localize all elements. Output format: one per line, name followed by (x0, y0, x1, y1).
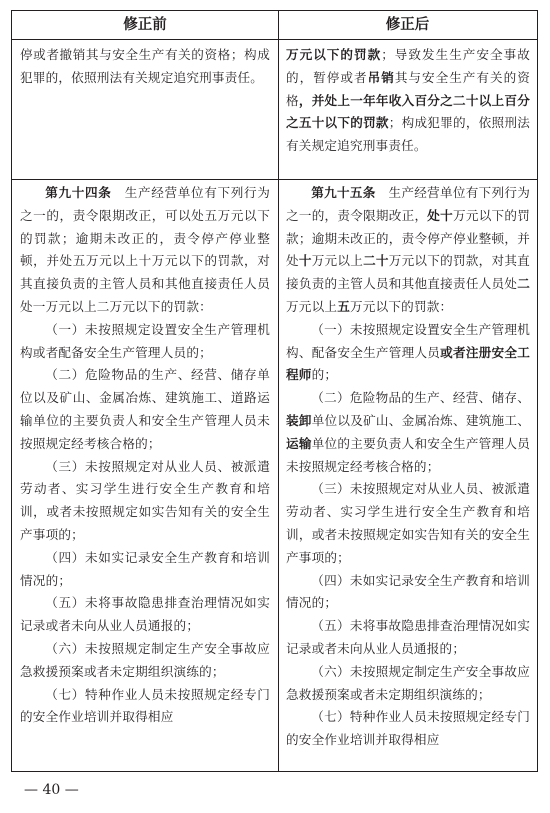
paragraph (20, 547, 270, 593)
paragraph (20, 44, 270, 90)
text-run: （二）危险物品的生产、经营、储存、 (311, 390, 530, 406)
row-divider (12, 179, 537, 180)
text-run: （七）特种作业人员未按照规定经专门的安全作业培训并取得相应 (286, 709, 530, 748)
text-run: （一）未按照规定设置安全生产管理机构或者配备安全生产管理人员的； (20, 321, 270, 360)
amended-text: 万元以下的罚款 (286, 47, 382, 62)
paragraph (20, 364, 270, 455)
amended-text: 第九十四条 (45, 185, 112, 200)
paragraph (286, 661, 530, 707)
text-run: 万元以下的罚款： (349, 298, 453, 314)
amended-text: 二十 (363, 253, 389, 269)
header-before: 修正前 (123, 17, 167, 33)
header-after: 修正后 (385, 17, 430, 33)
amended-text: 运输 (286, 435, 312, 451)
text-run: 万元以下的罚款；逾期未改正的，责令停产停业整顿，并处 (286, 207, 531, 269)
text-run: 其与安全生产有关的资格 (286, 69, 531, 108)
text-run: 万元以上 (311, 253, 364, 269)
text-run: （三）未按照规定对从业人员、被派遣劳动者、实习学生进行安全生产教育和培训，或者未按照规定如实告知有关的安全生产事项的； (20, 458, 270, 542)
text-run: （五）未将事故隐患排查治理情况如实记录或者未向从业人员通报的； (286, 618, 530, 656)
text-run: 的； (311, 367, 338, 383)
paragraph (286, 44, 530, 158)
text-run: （四）未如实记录安全生产教育和培训情况的； (286, 572, 530, 611)
text-run: （四）未如实记录安全生产教育和培训情况的； (20, 549, 270, 588)
amended-text: ，并处上一年年收入百分之二十以上百分之五十以下的罚款 (286, 92, 531, 131)
paragraph (20, 684, 270, 730)
amended-text: 吊销 (367, 69, 395, 85)
paragraph (286, 319, 530, 387)
paragraph (20, 319, 270, 365)
paragraph (286, 706, 530, 752)
text-run: （一）未按照规定设置安全生产管理机构、配备安全生产管理人员 (286, 321, 530, 360)
row2-before-cell (20, 182, 270, 729)
amended-text: 或者注册安全工程师 (286, 344, 530, 383)
text-run: （五）未将事故隐患排查治理情况如实记录或者未向从业人员通报的； (20, 595, 270, 634)
comparison-table (11, 10, 538, 772)
column-divider (278, 11, 279, 771)
header-divider (12, 39, 537, 40)
amended-text: 第九十五条 (311, 185, 376, 200)
text-run: 单位的主要负责人和安全生产管理人员未按照规定经考核合格的； (286, 435, 531, 474)
text-run: 单位以及矿山、金属冶炼、建筑施工、 (311, 412, 531, 428)
paragraph (20, 456, 270, 547)
amended-text: 二 (517, 276, 530, 292)
text-run: （六）未按照规定制定生产安全事故应急救援预案或者未定期组织演练的； (286, 663, 530, 702)
row1-before-cell (20, 44, 270, 90)
amended-text: 处十 (427, 207, 453, 223)
paragraph (286, 570, 530, 616)
paragraph (20, 182, 270, 319)
amended-text: 十 (298, 253, 312, 269)
paragraph (286, 615, 530, 661)
text-run: 停或者撤销其与安全生产有关的资格；构成犯罪的，依照刑法有关规定追究刑事责任。 (20, 47, 270, 85)
row1-after-cell (286, 44, 530, 158)
text-run: ；导致发生生产安全事故的，暂停或者 (286, 47, 530, 85)
text-run: （七）特种作业人员未按照规定经专门的安全作业培训并取得相应 (20, 686, 270, 725)
paragraph (286, 387, 530, 478)
paragraph (286, 182, 530, 319)
text-run: （二）危险物品的生产、经营、储存单位以及矿山、金属冶炼、建筑施工、道路运输单位的主要负责人和安全生产管理人员未按照规定经考核合格的； (20, 367, 270, 451)
text-run: ；构成犯罪的，依照刑法有关规定追究刑事责任。 (286, 115, 531, 154)
row2-after-cell (286, 182, 530, 752)
text-run: 万元以下的罚款，对其直接负责的主管人员和其他直接责任人员处 (286, 253, 530, 292)
text-run: （六）未按照规定制定生产安全事故应急救援预案或者未定期组织演练的； (20, 640, 270, 679)
page-number: — 40 — (24, 782, 79, 798)
text-run: 万元以上 (286, 298, 338, 314)
paragraph (20, 592, 270, 638)
text-run: （三）未按照规定对从业人员、被派遣劳动者、实习学生进行安全生产教育和培训，或者未按照规定如实告知有关的安全生产事项的； (286, 481, 530, 565)
paragraph (286, 478, 530, 569)
amended-text: 装卸 (286, 412, 312, 428)
text-run: 生产经营单位有下列行为之一的，责令限期改正， (286, 185, 531, 223)
text-run: 生产经营单位有下列行为之一的，责令限期改正，可以处五万元以下的罚款；逾期未改正的，责令停产停业整顿，并处五万元以上十万元以下的罚款，对其直接负责的主管人员和其他直接责任人员处一万元以上二万元以下的罚款： (20, 185, 271, 314)
paragraph (20, 638, 270, 684)
amended-text: 五 (337, 298, 350, 314)
